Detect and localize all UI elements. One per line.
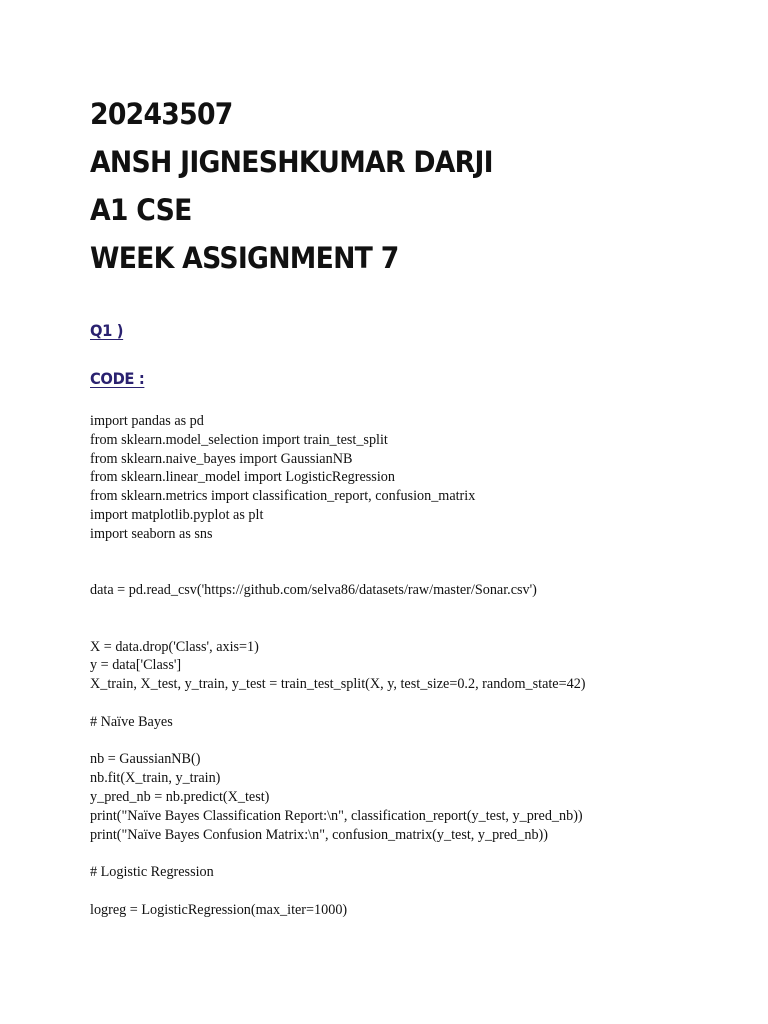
assignment-title: WEEK ASSIGNMENT 7 [90, 241, 399, 275]
code-line: logreg = LogisticRegression(max_iter=1000) [90, 901, 348, 918]
code-blank-line [90, 562, 750, 581]
code-line: print("Naïve Bayes Classification Report:\n", classification_report(y_test, y_pred_nb)) [90, 807, 583, 824]
code-line: nb = GaussianNB() [90, 751, 201, 768]
code-blank-line [90, 619, 750, 638]
code-line: import seaborn as sns [90, 525, 213, 542]
student-id: 20243507 [90, 97, 233, 131]
document-header [90, 90, 528, 282]
code-blank-line [90, 732, 750, 751]
student-name: ANSH JIGNESHKUMAR DARJI [90, 145, 493, 179]
code-line: import pandas as pd [90, 413, 204, 429]
code-line: import matplotlib.pyplot as plt [90, 506, 264, 523]
code-block [90, 412, 750, 920]
code-label: CODE : [90, 369, 145, 388]
code-line: from sklearn.naive_bayes import GaussianNB [90, 450, 353, 467]
code-blank-line [90, 882, 750, 901]
code-line: from sklearn.linear_model import LogisticRegression [90, 469, 395, 486]
code-line: y_pred_nb = nb.predict(X_test) [90, 788, 270, 805]
code-blank-line [90, 844, 750, 863]
code-blank-line [90, 694, 750, 713]
code-line: X_train, X_test, y_train, y_test = train_test_split(X, y, test_size=0.2, random_state=42) [90, 676, 586, 693]
code-line: X = data.drop('Class', axis=1) [90, 638, 259, 655]
code-line: # Naïve Bayes [90, 713, 173, 730]
code-blank-line [90, 600, 750, 619]
code-line: from sklearn.metrics import classification_report, confusion_matrix [90, 488, 476, 505]
code-line: from sklearn.model_selection import train_test_split [90, 431, 388, 448]
code-line: print("Naïve Bayes Confusion Matrix:\n", confusion_matrix(y_test, y_pred_nb)) [90, 826, 549, 843]
code-line: data = pd.read_csv('https://github.com/selva86/datasets/raw/master/Sonar.csv') [90, 582, 537, 599]
code-line: # Logistic Regression [90, 864, 214, 881]
code-blank-line [90, 544, 750, 563]
code-line: y = data['Class'] [90, 657, 182, 674]
class-section: A1 CSE [90, 193, 192, 227]
code-line: nb.fit(X_train, y_train) [90, 770, 221, 787]
question-label: Q1 ) [90, 321, 124, 340]
